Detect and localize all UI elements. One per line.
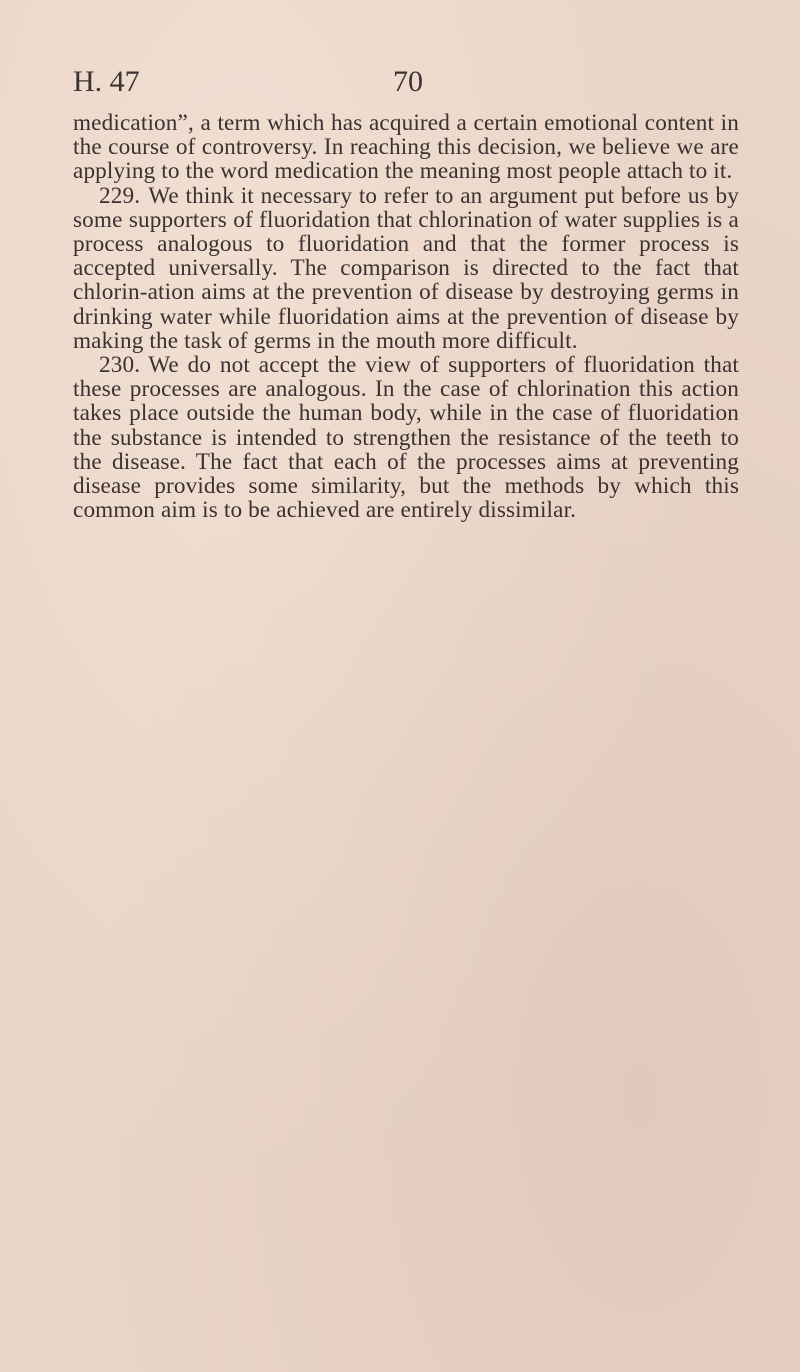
page-number: 70 xyxy=(393,65,423,98)
running-head: H. 47 xyxy=(73,65,140,98)
paragraph-229 xyxy=(73,184,739,353)
paragraph-text: We think it necessary to refer to an argument put before us by some supporters of fluoridation that chlorination of water supplies is a process analogous to fluoridation and that the former process is accepted universally. The comparison is directed to the fact that chlorin-ation aims at the prevention of disease by destroying germs in drinking water while fluoridation aims at the prevention of disease by making the task of germs in the mouth more difficult. xyxy=(73,182,739,354)
body-text xyxy=(73,111,739,522)
paragraph-number: 230. xyxy=(99,352,141,379)
paragraph-230 xyxy=(73,353,739,522)
paragraph-number: 229. xyxy=(99,182,141,209)
paragraph-continuation xyxy=(73,111,739,184)
page-header xyxy=(73,62,733,102)
paragraph-text: medication”, a term which has acquired a certain emotional content in the course of controversy. In reaching this decision, we believe we are applying to the word medication the meaning most people attach to it. xyxy=(73,110,739,185)
paragraph-text: We do not accept the view of supporters of fluoridation that these processes are analogous. In the case of chlorination this action takes place outside the human body, while in the case of fluoridation the substance is intended to strengthen the resistance of the teeth to the disease. The fact that each of the processes aims at preventing disease provides some similarity, but the methods by which this common aim is to be achieved are entirely dissimilar. xyxy=(73,352,739,524)
